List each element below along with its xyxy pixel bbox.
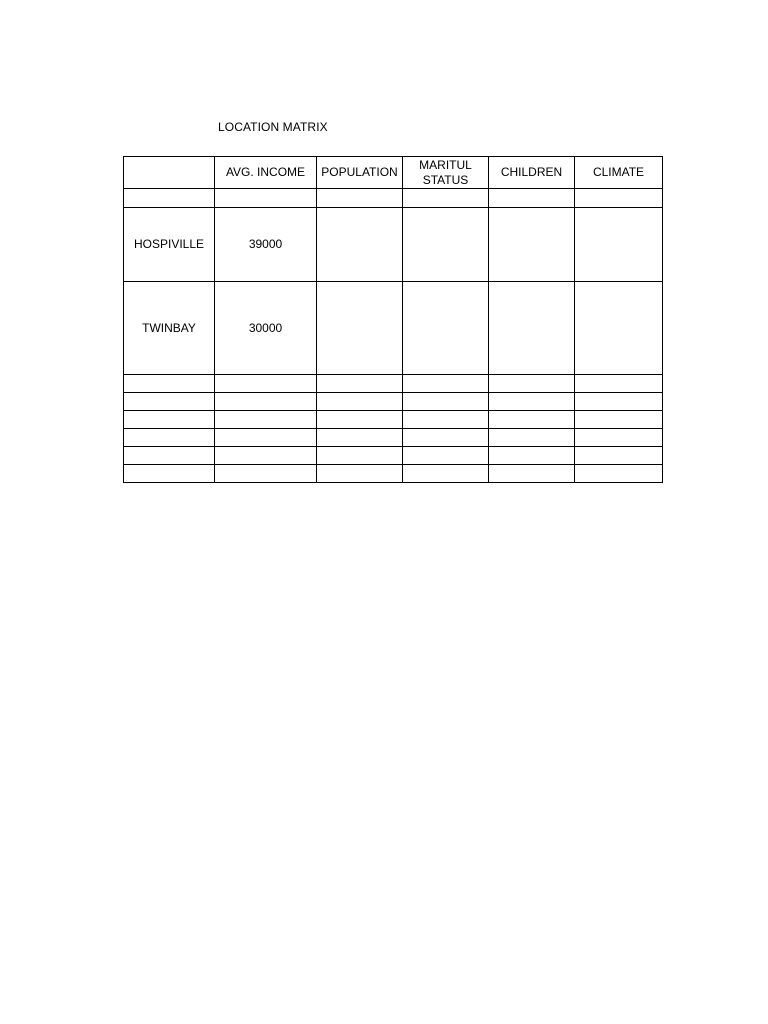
table-cell: [575, 393, 663, 411]
table-cell: [215, 375, 317, 393]
table-cell: [124, 429, 215, 447]
table-cell: [124, 393, 215, 411]
table-cell: [403, 375, 489, 393]
table-cell: [575, 208, 663, 282]
table-row: [124, 447, 663, 465]
table-cell: [575, 189, 663, 208]
table-cell: [317, 208, 403, 282]
table-cell: [489, 429, 575, 447]
table-cell: [215, 465, 317, 483]
table-cell: [317, 282, 403, 375]
header-cell-location: [124, 157, 215, 189]
table-cell: [403, 393, 489, 411]
document-title: LOCATION MATRIX: [218, 120, 328, 134]
table-cell: [317, 465, 403, 483]
table-cell: [403, 411, 489, 429]
table-cell: [489, 375, 575, 393]
table-cell: [215, 411, 317, 429]
table-cell: [215, 393, 317, 411]
table-cell: [489, 465, 575, 483]
table-cell: [575, 375, 663, 393]
header-cell-population: POPULATION: [317, 157, 403, 189]
table-row: [124, 429, 663, 447]
table-cell: [317, 429, 403, 447]
table-cell: [124, 411, 215, 429]
table-cell: [403, 189, 489, 208]
table-cell: [124, 375, 215, 393]
table-cell: [575, 447, 663, 465]
table-row: [124, 189, 663, 208]
table-header-row: [124, 157, 663, 189]
table-cell: [124, 447, 215, 465]
table-cell: [489, 447, 575, 465]
table-cell: [489, 393, 575, 411]
table-cell: [575, 465, 663, 483]
table-cell: [403, 208, 489, 282]
table-cell: [403, 447, 489, 465]
table-row: [124, 393, 663, 411]
header-cell-avg-income: AVG. INCOME: [215, 157, 317, 189]
table-cell: [575, 429, 663, 447]
table-row: [124, 465, 663, 483]
table-cell: [215, 429, 317, 447]
table-row: [124, 282, 663, 375]
table-cell: [317, 189, 403, 208]
table-cell: [215, 447, 317, 465]
location-matrix-table: [123, 156, 663, 483]
table-row: [124, 375, 663, 393]
header-cell-marital-status: MARITUL STATUS: [403, 157, 489, 189]
table-cell: [317, 393, 403, 411]
table-cell: [575, 282, 663, 375]
table-cell: [489, 208, 575, 282]
avg-income-cell: 39000: [215, 208, 317, 282]
table-cell: [489, 282, 575, 375]
table-cell: [403, 429, 489, 447]
table-cell: [489, 189, 575, 208]
table-cell: [317, 375, 403, 393]
table-cell: [317, 411, 403, 429]
header-cell-children: CHILDREN: [489, 157, 575, 189]
table-cell: [489, 411, 575, 429]
avg-income-cell: 30000: [215, 282, 317, 375]
table-cell: [124, 465, 215, 483]
table-row: [124, 411, 663, 429]
table-cell: [317, 447, 403, 465]
table-row: [124, 208, 663, 282]
table-cell: [215, 189, 317, 208]
location-name-cell: TWINBAY: [124, 282, 215, 375]
table-cell: [124, 189, 215, 208]
location-name-cell: HOSPIVILLE: [124, 208, 215, 282]
table-cell: [403, 465, 489, 483]
table-cell: [403, 282, 489, 375]
table-cell: [575, 411, 663, 429]
header-cell-climate: CLIMATE: [575, 157, 663, 189]
